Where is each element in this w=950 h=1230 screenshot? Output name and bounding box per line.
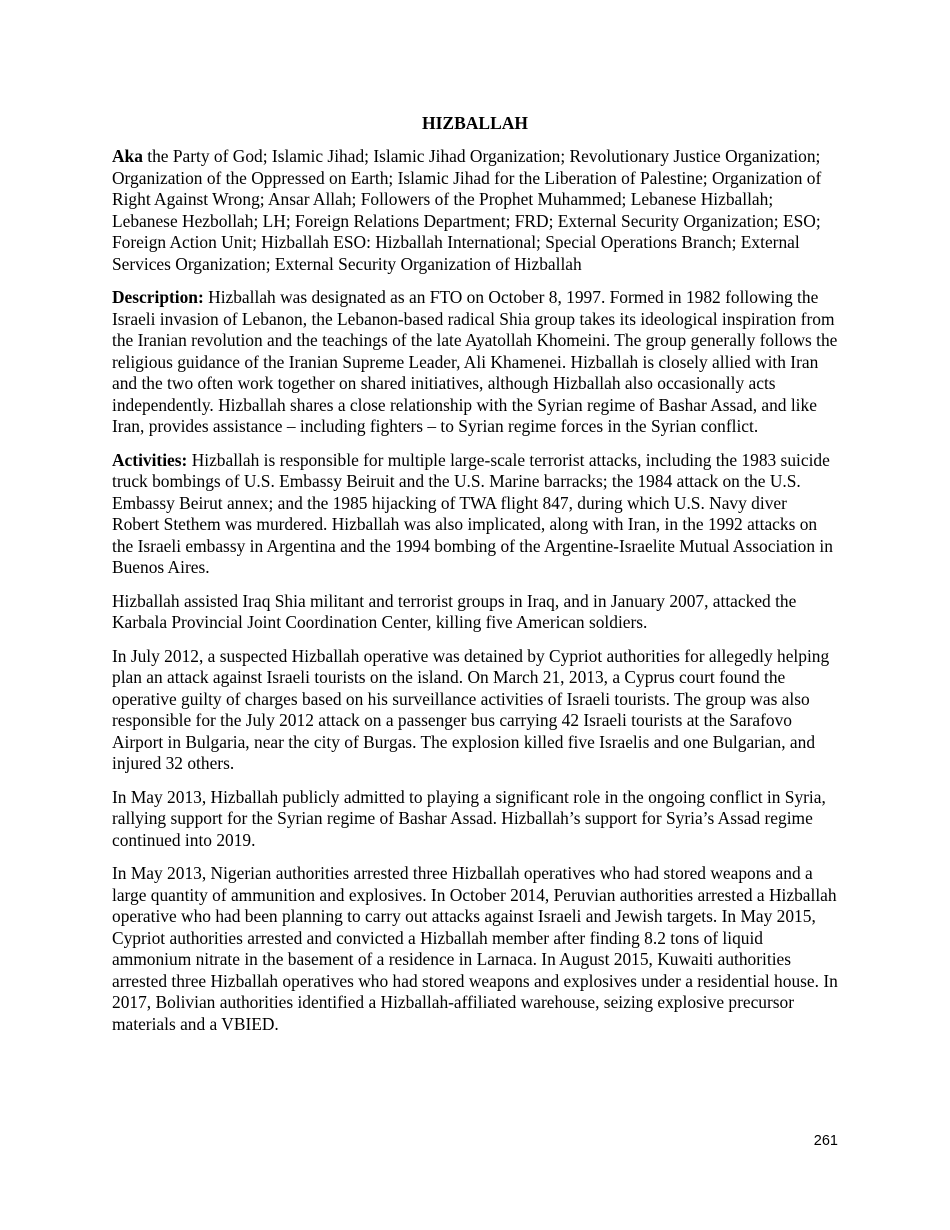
iraq-paragraph: Hizballah assisted Iraq Shia militant and terrorist groups in Iraq, and in January 2007, attacked the Karbala Provincial Joint Coordination Center, killing five American soldiers. bbox=[112, 590, 797, 632]
description-label: Description: bbox=[112, 287, 204, 307]
activities-text: Hizballah is responsible for multiple large-scale terrorist attacks, including the 1983 suicide truck bombings of U.S. Embassy Beiruit and the U.S. Marine barracks; the 1984 attack on the U.S. Embassy Beirut annex; and the 1985 hijacking of TWA flight 847, during which U.S. Navy diver Robert Stethem was murdered. Hizballah was also implicated, along with Iran, in the 1992 attacks on the Israeli embassy in Argentina and the 1994 bombing of the Argentine-Israelite Mutual Association in Buenos Aires. bbox=[112, 449, 833, 577]
syria-paragraph: In May 2013, Hizballah publicly admitted to playing a significant role in the ongoing conflict in Syria, rallying support for the Syrian regime of Bashar Assad. Hizballah’s support for Syria’s Assad regime continued into 2019. bbox=[112, 786, 826, 850]
arrests-paragraph: In May 2013, Nigerian authorities arrested three Hizballah operatives who had stored weapons and a large quantity of ammunition and explosives. In October 2014, Peruvian authorities arrested a Hizballah operative who had been planning to carry out attacks against Israeli and Jewish targets. In May 2015, Cypriot authorities arrested and convicted a Hizballah member after finding 8.2 tons of liquid ammonium nitrate in the basement of a residence in Larnaca. In August 2015, Kuwaiti authorities arrested three Hizballah operatives who had stored weapons and explosives under a residential house. In 2017, Bolivian authorities identified a Hizballah-affiliated warehouse, seizing explosive precursor materials and a VBIED. bbox=[112, 863, 838, 1034]
activities-label: Activities: bbox=[112, 449, 188, 470]
document-page bbox=[112, 112, 838, 1047]
aka-text: the Party of God; Islamic Jihad; Islamic Jihad Organization; Revolutionary Justice Organization; Organization of the Oppressed on Earth; Islamic Jihad for the Liberation of Palestine; Organization of Right Against Wrong; Ansar Allah; Followers of the Prophet Muhammed; Lebanese Hizballah; Lebanese Hezbollah; LH; Foreign Relations Department; FRD; External Security Organization; ESO; Foreign Action Unit; Hizballah ESO: Hizballah International; Special Operations Branch; External Services Organization; External Security Organization of Hizballah bbox=[112, 146, 822, 274]
aka-paragraph bbox=[112, 146, 838, 275]
aka-label: Aka bbox=[112, 146, 143, 166]
description-text: Hizballah was designated as an FTO on October 8, 1997. Formed in 1982 following the Israeli invasion of Lebanon, the Lebanon-based radical Shia group takes its ideological inspiration from the Iranian revolution and the teachings of the late Ayatollah Khomeini. The group generally follows the religious guidance of the Iranian Supreme Leader, Ali Khamenei. Hizballah is closely allied with Iran and the two often work together on shared initiatives, although Hizballah also occasionally acts independently. Hizballah shares a close relationship with the Syrian regime of Bashar Assad, and like Iran, provides assistance – including fighters – to Syrian regime forces in the Syrian conflict. bbox=[112, 287, 838, 436]
description-paragraph bbox=[112, 287, 838, 438]
page-title: HIZBALLAH bbox=[422, 113, 528, 133]
activities-paragraph bbox=[112, 450, 838, 579]
page-number: 261 bbox=[813, 1133, 838, 1149]
cyprus-bulgaria-paragraph: In July 2012, a suspected Hizballah operative was detained by Cypriot authorities for allegedly helping plan an attack against Israeli tourists on the island. On March 21, 2013, a Cyprus court found the operative guilty of charges based on his surveillance activities of Israeli tourists. The group was also responsible for the July 2012 attack on a passenger bus carrying 42 Israeli tourists at the Sarafovo Airport in Bulgaria, near the city of Burgas. The explosion killed five Israelis and one Bulgarian, and injured 32 others. bbox=[112, 645, 830, 773]
